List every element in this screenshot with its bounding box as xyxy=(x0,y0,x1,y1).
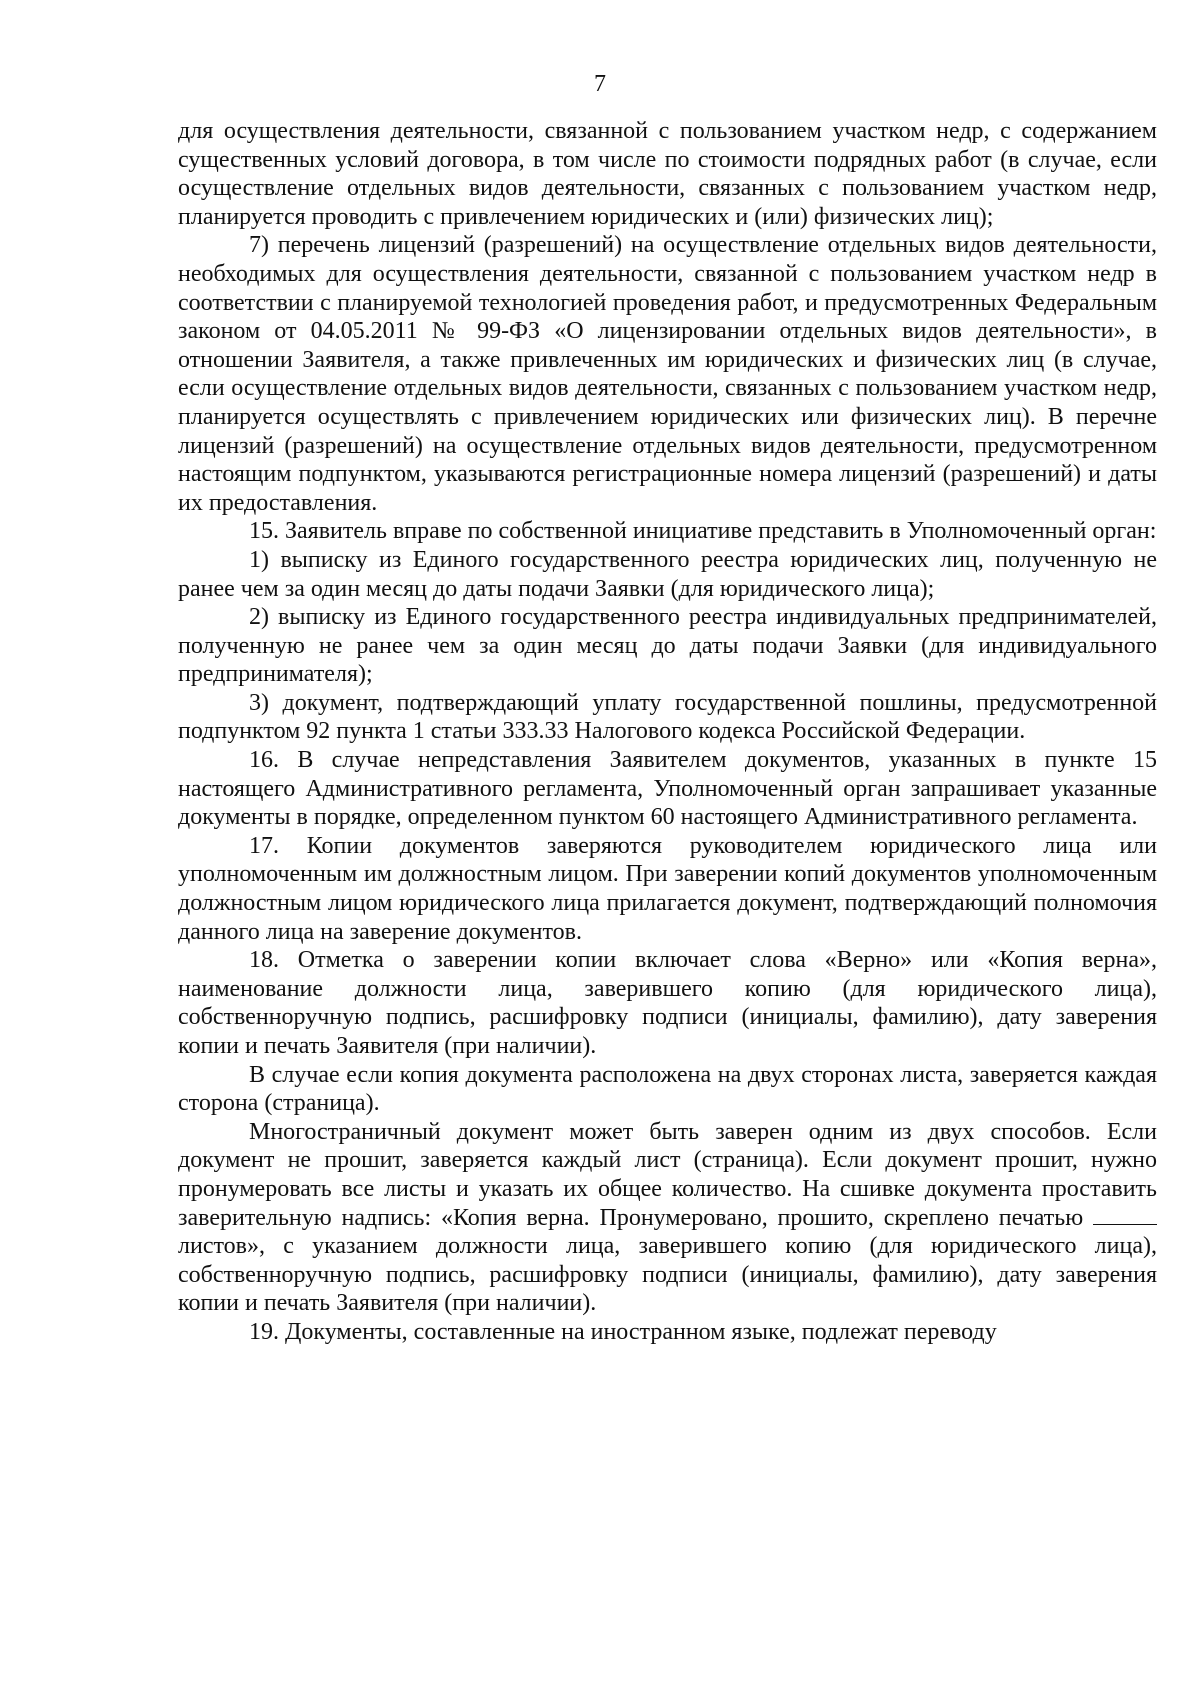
sheet-count-blank xyxy=(1093,1204,1157,1225)
paragraph-item-7: 7) перечень лицензий (разрешений) на осуществление отдельных видов деятельности, необходимых для осуществления деятельности, связанной с пользованием участком недр в соответствии с планируемой технологией проведения работ, и предусмотренных Федеральным законом от 04.05.2011 № 99-ФЗ «О лицензировании отдельных видов деятельности», в отношении Заявителя, а также привлеченных им юридических и физических лиц (в случае, если осуществление отдельных видов деятельности, связанных с пользованием участком недр, планируется осуществлять с привлечением юридических или физических лиц). В перечне лицензий (разрешений) на осуществление отдельных видов деятельности, предусмотренном настоящим подпунктом, указываются регистрационные номера лицензий (разрешений) и даты их предоставления. xyxy=(178,232,1157,516)
paragraph-17: 17. Копии документов заверяются руководителем юридического лица или уполномоченным им должностным лицом. При заверении копий документов уполномоченным должностным лицом юридического лица прилагается документ, подтверждающий полномочия данного лица на заверение документов. xyxy=(178,832,1157,945)
paragraph-intro-continuation: для осуществления деятельности, связанной с пользованием участком недр, с содержанием существенных условий договора, в том числе по стоимости подрядных работ (в случае, если осуществление отдельных видов деятельности, связанных с пользованием участком недр, планируется проводить с привлечением юридических и (или) физических лиц); xyxy=(178,118,1157,230)
paragraph-18: 18. Отметка о заверении копии включает слова «Верно» или «Копия верна», наименование должности лица, заверившего копию (для юридического лица), собственноручную подпись, расшифровку подписи (инициалы, фамилию), дату заверения копии и печать Заявителя (при наличии). xyxy=(178,947,1157,1059)
paragraph-15-item-3: 3) документ, подтверждающий уплату государственной пошлины, предусмотренной подпунктом 92 пункта 1 статьи 333.33 Налогового кодекса Российской Федерации. xyxy=(178,689,1157,745)
paragraph-15-item-1: 1) выписку из Единого государственного реестра юридических лиц, полученную не ранее чем за один месяц до даты подачи Заявки (для юридического лица); xyxy=(178,546,1157,602)
paragraph-15-item-2: 2) выписку из Единого государственного реестра индивидуальных предпринимателей, полученную не ранее чем за один месяц до даты подачи Заявки (для индивидуального предпринимателя); xyxy=(178,604,1157,688)
paragraph-16: 16. В случае непредставления Заявителем документов, указанных в пункте 15 настоящего Административного регламента, Уполномоченный орган запрашивает указанные документы в порядке, определенном пунктом 60 настоящего Административного регламента. xyxy=(178,747,1157,831)
multipage-text-before-blank: Многостраничный документ может быть заверен одним из двух способов. Если документ не прошит, заверяется каждый лист (страница). Если документ прошит, нужно пронумеровать все листы и указать их общее количество. На сшивке документа проставить заверительную надпись: «Копия верна. Пронумеровано, прошито, скреплено печатью xyxy=(178,1118,1157,1231)
page-number: 7 xyxy=(594,71,606,97)
paragraph-19: 19. Документы, составленные на иностранном языке, подлежат переводу xyxy=(249,1318,997,1345)
multipage-text-after-blank: листов», с указанием должности лица, заверившего копию (для юридического лица), собственноручную подпись, расшифровку подписи (инициалы, фамилию), дату заверения копии и печать Заявителя (при наличии). xyxy=(178,1233,1157,1317)
paragraph-double-sided-copy: В случае если копия документа расположена на двух сторонах листа, заверяется каждая сторона (страница). xyxy=(178,1061,1157,1117)
paragraph-multipage-document xyxy=(178,1118,1157,1318)
paragraph-15: 15. Заявитель вправе по собственной инициативе представить в Уполномоченный орган: xyxy=(249,518,1157,545)
body-text xyxy=(178,117,1157,1347)
